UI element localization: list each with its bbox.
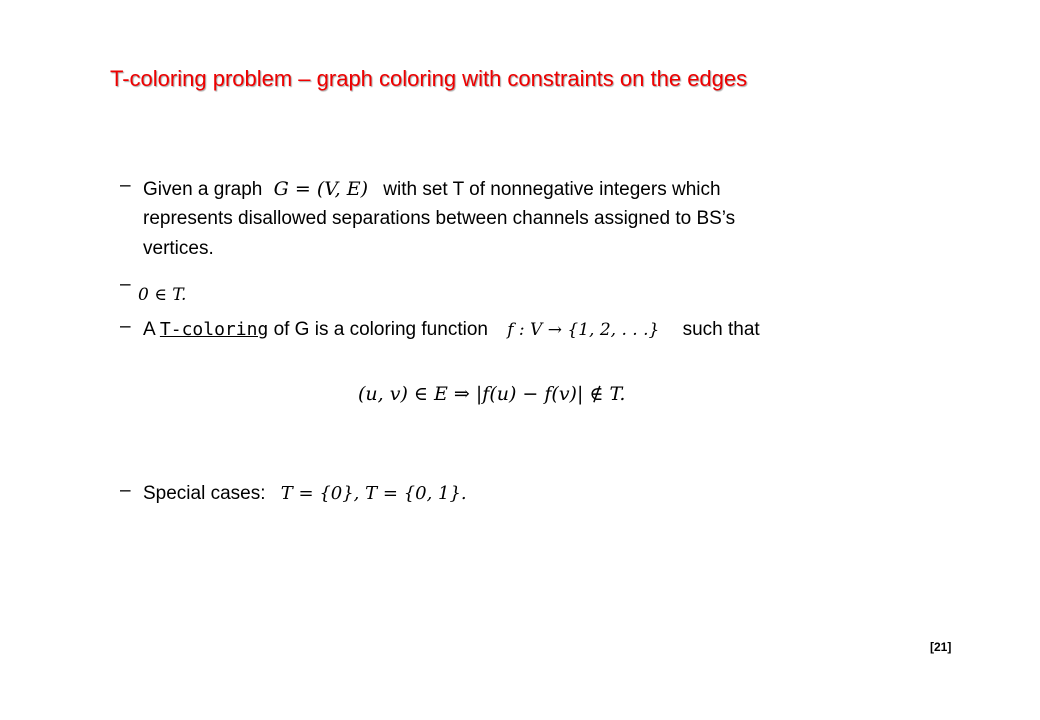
bullet-3-suffix: such that xyxy=(682,319,760,340)
bullet-3-line xyxy=(143,316,760,344)
zero-in-t-math: 0 ∈ T. xyxy=(138,285,187,305)
bullet-dash: – xyxy=(120,274,131,295)
bullet-1-prefix: Given a graph xyxy=(143,179,263,200)
bullet-1-line-3: vertices. xyxy=(143,238,214,259)
slide-title: T-coloring problem – graph coloring with constraints on the edges xyxy=(110,66,748,91)
special-cases-math: T = {0}, T = {0, 1}. xyxy=(280,483,467,504)
bullet-dash: – xyxy=(120,175,131,196)
page-number: [21] xyxy=(930,640,952,654)
t-coloring-term: T-coloring xyxy=(159,319,269,340)
bullet-1-suffix: with set T of nonnegative integers which xyxy=(383,179,721,200)
bullet-dash: – xyxy=(120,316,131,337)
bullet-dash: – xyxy=(120,480,131,501)
bullet-1-line-1 xyxy=(143,175,721,204)
bullet-3-prefix: A xyxy=(143,319,155,340)
bullet-1-line-2: represents disallowed separations between channels assigned to BS’s xyxy=(143,208,736,229)
coloring-function-math: f : V → {1, 2, . . .} xyxy=(507,320,660,340)
bullet-3-middle: of G is a coloring function xyxy=(273,319,488,340)
bullet-4-prefix: Special cases: xyxy=(143,483,266,504)
graph-definition-math: G = (V, E) xyxy=(273,178,368,200)
bullet-4-line xyxy=(143,480,467,508)
t-coloring-constraint-formula: (u, v) ∈ E ⇒ |f(u) − f(v)| ∉ T. xyxy=(358,383,626,405)
